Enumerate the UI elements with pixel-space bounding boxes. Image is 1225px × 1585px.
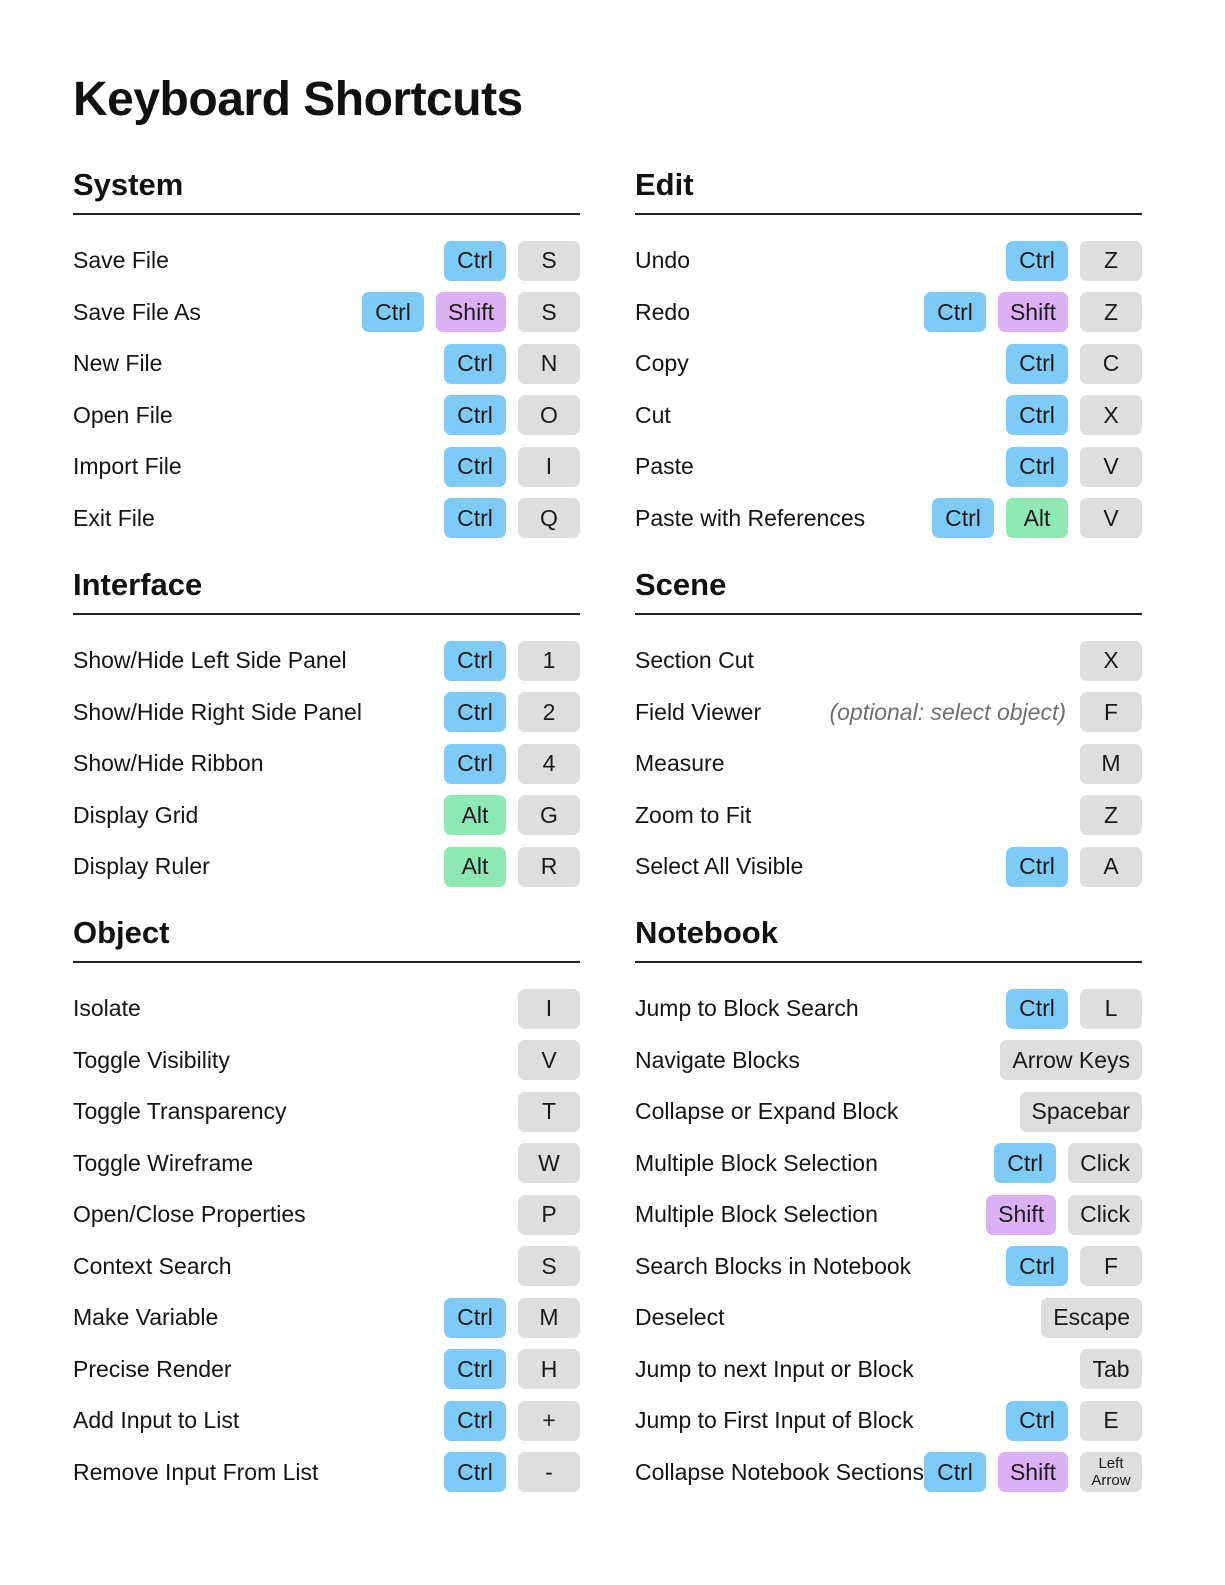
key-cap-ctrl: Ctrl xyxy=(444,744,506,784)
key-combo xyxy=(444,1452,580,1492)
key-cap-t: T xyxy=(518,1092,580,1132)
key-combo xyxy=(444,344,580,384)
section-title: System xyxy=(73,167,184,202)
shortcut-row xyxy=(73,1189,580,1241)
key-cap-shift: Shift xyxy=(998,292,1068,332)
shortcut-label: Jump to First Input of Block xyxy=(635,1407,914,1434)
shortcut-list xyxy=(635,983,1142,1498)
shortcut-row xyxy=(73,441,580,493)
key-cap-shift: Shift xyxy=(436,292,506,332)
shortcut-row xyxy=(635,441,1142,493)
shortcut-label: Field Viewer xyxy=(635,698,762,725)
shortcut-row xyxy=(73,1241,580,1293)
key-cap-ctrl: Ctrl xyxy=(932,498,994,538)
key-cap-z: Z xyxy=(1080,292,1142,332)
shortcut-label: Collapse or Expand Block xyxy=(635,1098,899,1125)
shortcut-label: Context Search xyxy=(73,1252,232,1279)
shortcut-row xyxy=(73,983,580,1035)
shortcut-label: Measure xyxy=(635,750,725,777)
shortcut-note: (optional: select object) xyxy=(829,698,1066,725)
key-cap-ctrl: Ctrl xyxy=(1006,395,1068,435)
shortcut-row xyxy=(635,1395,1142,1447)
shortcut-row xyxy=(635,841,1142,893)
shortcut-row xyxy=(73,235,580,287)
section-title: Notebook xyxy=(635,915,778,950)
key-cap-ctrl: Ctrl xyxy=(1006,1246,1068,1286)
key-cap-x: X xyxy=(1080,395,1142,435)
shortcut-label: Show/Hide Left Side Panel xyxy=(73,647,347,674)
key-cap-w: W xyxy=(518,1143,580,1183)
section-interface xyxy=(73,566,580,893)
shortcut-label: Precise Render xyxy=(73,1355,232,1382)
shortcut-row xyxy=(635,1241,1142,1293)
key-combo xyxy=(444,641,580,681)
key-cap-spacebar: Spacebar xyxy=(1020,1092,1142,1132)
key-cap-alt: Alt xyxy=(444,795,506,835)
key-cap-ctrl: Ctrl xyxy=(924,1452,986,1492)
shortcut-label: Save File xyxy=(73,247,169,274)
key-combo xyxy=(518,1195,580,1235)
key-combo xyxy=(924,292,1142,332)
key-combo xyxy=(518,1040,580,1080)
shortcut-label: Save File As xyxy=(73,298,201,325)
key-combo xyxy=(1006,395,1142,435)
shortcut-label: Paste xyxy=(635,453,694,480)
section-title: Edit xyxy=(635,167,694,202)
key-combo xyxy=(1006,847,1142,887)
key-combo xyxy=(444,795,580,835)
key-combo xyxy=(1006,241,1142,281)
shortcut-row xyxy=(635,1086,1142,1138)
key-cap-ctrl: Ctrl xyxy=(444,692,506,732)
key-cap-alt: Alt xyxy=(1006,498,1068,538)
shortcut-row xyxy=(73,493,580,545)
key-combo xyxy=(1080,692,1142,732)
key-cap-ctrl: Ctrl xyxy=(444,395,506,435)
key-combo xyxy=(1006,1246,1142,1286)
key-cap-o: O xyxy=(518,395,580,435)
key-cap-e: E xyxy=(1080,1401,1142,1441)
shortcut-row xyxy=(73,635,580,687)
shortcut-row xyxy=(73,390,580,442)
key-cap-symbol: + xyxy=(518,1401,580,1441)
section-scene xyxy=(635,566,1142,893)
key-combo xyxy=(444,1401,580,1441)
shortcut-row xyxy=(635,983,1142,1035)
shortcut-label: Select All Visible xyxy=(635,853,804,880)
key-combo xyxy=(924,1452,1142,1492)
key-combo xyxy=(518,1143,580,1183)
section-object xyxy=(73,914,580,1498)
shortcut-row xyxy=(635,1447,1142,1499)
shortcut-row xyxy=(635,390,1142,442)
shortcut-label: Make Variable xyxy=(73,1304,219,1331)
shortcut-label: Open File xyxy=(73,401,173,428)
key-cap-ctrl: Ctrl xyxy=(1006,344,1068,384)
key-cap-r: R xyxy=(518,847,580,887)
key-cap-ctrl: Ctrl xyxy=(444,1349,506,1389)
key-cap-ctrl: Ctrl xyxy=(444,1298,506,1338)
section-header xyxy=(635,566,1142,615)
key-combo xyxy=(444,692,580,732)
key-cap-symbol: - xyxy=(518,1452,580,1492)
shortcut-row xyxy=(73,1344,580,1396)
key-cap-arrow-keys: Arrow Keys xyxy=(1000,1040,1142,1080)
key-cap-z: Z xyxy=(1080,241,1142,281)
key-combo xyxy=(1006,447,1142,487)
shortcut-label: Toggle Transparency xyxy=(73,1098,287,1125)
shortcut-list xyxy=(73,635,580,893)
key-cap-g: G xyxy=(518,795,580,835)
shortcut-row xyxy=(73,1447,580,1499)
key-cap-ctrl: Ctrl xyxy=(444,1452,506,1492)
key-cap-escape: Escape xyxy=(1041,1298,1142,1338)
shortcut-label: Section Cut xyxy=(635,647,754,674)
key-cap-s: S xyxy=(518,292,580,332)
key-combo xyxy=(444,744,580,784)
key-combo xyxy=(986,1195,1142,1235)
key-cap-ctrl: Ctrl xyxy=(444,641,506,681)
shortcut-row xyxy=(635,287,1142,339)
shortcut-label: New File xyxy=(73,350,163,377)
section-header xyxy=(635,166,1142,215)
key-cap-ctrl: Ctrl xyxy=(444,447,506,487)
key-cap-i: I xyxy=(518,989,580,1029)
key-cap-ctrl: Ctrl xyxy=(362,292,424,332)
key-combo xyxy=(1041,1298,1142,1338)
section-title: Interface xyxy=(73,567,203,602)
shortcut-list xyxy=(73,983,580,1498)
shortcut-row xyxy=(73,738,580,790)
key-cap-alt: Alt xyxy=(444,847,506,887)
section-header xyxy=(73,566,580,615)
shortcut-label: Jump to next Input or Block xyxy=(635,1355,914,1382)
key-combo xyxy=(444,847,580,887)
key-combo xyxy=(1000,1040,1142,1080)
shortcut-label: Navigate Blocks xyxy=(635,1046,800,1073)
shortcut-row xyxy=(635,493,1142,545)
key-combo xyxy=(362,292,580,332)
key-combo xyxy=(444,241,580,281)
shortcut-row xyxy=(635,235,1142,287)
key-cap-q: Q xyxy=(518,498,580,538)
shortcut-row xyxy=(73,287,580,339)
key-cap-v: V xyxy=(1080,498,1142,538)
key-combo xyxy=(444,1349,580,1389)
shortcut-label: Deselect xyxy=(635,1304,725,1331)
key-cap-ctrl: Ctrl xyxy=(924,292,986,332)
key-cap-x: X xyxy=(1080,641,1142,681)
key-combo xyxy=(444,498,580,538)
key-cap-z: Z xyxy=(1080,795,1142,835)
key-cap-click: Click xyxy=(1068,1195,1142,1235)
key-cap-n: N xyxy=(518,344,580,384)
shortcut-row xyxy=(73,1395,580,1447)
shortcut-row xyxy=(635,1189,1142,1241)
shortcut-row xyxy=(635,1344,1142,1396)
shortcut-list xyxy=(635,635,1142,893)
shortcut-label: Toggle Wireframe xyxy=(73,1149,254,1176)
key-cap-m: M xyxy=(1080,744,1142,784)
key-cap-shift: Shift xyxy=(986,1195,1056,1235)
shortcut-row xyxy=(73,338,580,390)
shortcut-label: Multiple Block Selection xyxy=(635,1149,878,1176)
key-cap-f: F xyxy=(1080,1246,1142,1286)
key-cap-ctrl: Ctrl xyxy=(444,241,506,281)
key-combo xyxy=(518,989,580,1029)
section-header xyxy=(73,914,580,963)
shortcut-label: Multiple Block Selection xyxy=(635,1201,878,1228)
key-combo xyxy=(444,1298,580,1338)
section-system xyxy=(73,166,580,544)
shortcut-label: Isolate xyxy=(73,995,141,1022)
key-cap-ctrl: Ctrl xyxy=(1006,241,1068,281)
shortcut-row xyxy=(635,687,1142,739)
key-cap-s: S xyxy=(518,1246,580,1286)
key-cap-2: 2 xyxy=(518,692,580,732)
section-header xyxy=(635,914,1142,963)
key-combo xyxy=(444,447,580,487)
shortcut-label: Remove Input From List xyxy=(73,1458,319,1485)
shortcut-label: Import File xyxy=(73,453,182,480)
shortcut-label: Search Blocks in Notebook xyxy=(635,1252,912,1279)
key-cap-v: V xyxy=(1080,447,1142,487)
shortcut-label: Display Ruler xyxy=(73,853,210,880)
shortcut-label: Redo xyxy=(635,298,690,325)
key-cap-click: Click xyxy=(1068,1143,1142,1183)
section-title: Object xyxy=(73,915,170,950)
shortcut-label: Open/Close Properties xyxy=(73,1201,306,1228)
key-cap-ctrl: Ctrl xyxy=(444,1401,506,1441)
key-combo xyxy=(518,1246,580,1286)
key-cap-a: A xyxy=(1080,847,1142,887)
key-cap-i: I xyxy=(518,447,580,487)
key-combo xyxy=(1080,795,1142,835)
shortcut-list xyxy=(635,235,1142,544)
shortcut-label: Paste with References xyxy=(635,504,866,531)
key-combo xyxy=(1006,989,1142,1029)
key-cap-ctrl: Ctrl xyxy=(1006,847,1068,887)
shortcut-label: Jump to Block Search xyxy=(635,995,859,1022)
key-cap-ctrl: Ctrl xyxy=(994,1143,1056,1183)
shortcut-label: Show/Hide Right Side Panel xyxy=(73,698,362,725)
shortcut-row xyxy=(73,687,580,739)
key-cap-p: P xyxy=(518,1195,580,1235)
shortcut-row xyxy=(635,790,1142,842)
shortcut-label: Show/Hide Ribbon xyxy=(73,750,264,777)
key-cap-ctrl: Ctrl xyxy=(1006,447,1068,487)
key-cap-l: L xyxy=(1080,989,1142,1029)
key-cap-f: F xyxy=(1080,692,1142,732)
key-cap-tab: Tab xyxy=(1080,1349,1142,1389)
shortcut-row xyxy=(635,338,1142,390)
shortcut-list xyxy=(73,235,580,544)
key-combo xyxy=(1006,1401,1142,1441)
shortcut-row xyxy=(73,1035,580,1087)
key-cap-1: 1 xyxy=(518,641,580,681)
section-notebook xyxy=(635,914,1142,1498)
key-combo xyxy=(932,498,1142,538)
shortcut-label: Copy xyxy=(635,350,689,377)
key-cap-h: H xyxy=(518,1349,580,1389)
key-combo xyxy=(518,1092,580,1132)
shortcut-row xyxy=(635,1292,1142,1344)
shortcut-label: Collapse Notebook Sections xyxy=(635,1458,924,1485)
key-cap-ctrl: Ctrl xyxy=(444,344,506,384)
shortcut-label: Zoom to Fit xyxy=(635,801,752,828)
shortcut-label: Add Input to List xyxy=(73,1407,240,1434)
key-cap-ctrl: Ctrl xyxy=(1006,1401,1068,1441)
section-edit xyxy=(635,166,1142,544)
shortcut-label: Display Grid xyxy=(73,801,199,828)
shortcut-row xyxy=(73,1086,580,1138)
key-cap-ctrl: Ctrl xyxy=(444,498,506,538)
shortcut-row xyxy=(73,841,580,893)
key-combo xyxy=(994,1143,1142,1183)
key-cap-v: V xyxy=(518,1040,580,1080)
shortcut-row xyxy=(635,738,1142,790)
key-combo xyxy=(1080,641,1142,681)
shortcut-label: Exit File xyxy=(73,504,155,531)
key-cap-left-arrow: Left Arrow xyxy=(1080,1452,1142,1492)
key-cap-shift: Shift xyxy=(998,1452,1068,1492)
key-cap-c: C xyxy=(1080,344,1142,384)
key-cap-ctrl: Ctrl xyxy=(1006,989,1068,1029)
shortcut-row xyxy=(635,1035,1142,1087)
key-cap-m: M xyxy=(518,1298,580,1338)
page-title: Keyboard Shortcuts xyxy=(73,73,523,126)
key-combo xyxy=(1006,344,1142,384)
section-header xyxy=(73,166,580,215)
shortcut-row xyxy=(635,1138,1142,1190)
shortcut-label: Toggle Visibility xyxy=(73,1046,230,1073)
key-combo xyxy=(444,395,580,435)
shortcut-row xyxy=(73,1292,580,1344)
key-combo xyxy=(1080,1349,1142,1389)
key-combo xyxy=(1080,744,1142,784)
section-title: Scene xyxy=(635,567,727,602)
shortcut-row xyxy=(635,635,1142,687)
key-cap-4: 4 xyxy=(518,744,580,784)
shortcut-label: Cut xyxy=(635,401,671,428)
key-cap-s: S xyxy=(518,241,580,281)
key-combo xyxy=(1020,1092,1142,1132)
shortcut-label: Undo xyxy=(635,247,690,274)
shortcut-row xyxy=(73,790,580,842)
shortcut-row xyxy=(73,1138,580,1190)
